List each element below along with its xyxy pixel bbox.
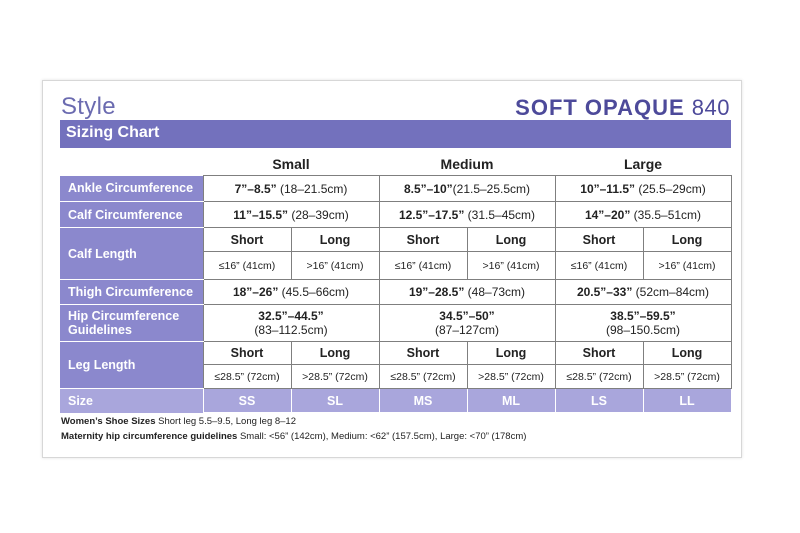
calf-length-value: ≤16” (41cm) xyxy=(555,252,643,280)
style-label: Style xyxy=(61,93,116,120)
size-code: LL xyxy=(643,389,731,413)
table-row-leg-length-headers xyxy=(60,342,731,365)
calf-length-value: >16” (41cm) xyxy=(467,252,555,280)
ankle-large-cell: 10”–11.5” (25.5–29cm) xyxy=(555,176,731,202)
leg-length-value: ≤28.5” (72cm) xyxy=(379,365,467,389)
leg-length-header: Short xyxy=(203,342,291,365)
leg-length-value: >28.5” (72cm) xyxy=(643,365,731,389)
calf-length-value: ≤16” (41cm) xyxy=(203,252,291,280)
calf-length-header: Long xyxy=(467,228,555,252)
leg-length-value: >28.5” (72cm) xyxy=(467,365,555,389)
leg-length-header: Long xyxy=(467,342,555,365)
size-code: MS xyxy=(379,389,467,413)
column-header-medium: Medium xyxy=(440,156,494,172)
brand-name: SOFT OPAQUE xyxy=(515,95,685,120)
calf-length-header: Short xyxy=(555,228,643,252)
row-label-calf-length: Calf Length xyxy=(60,228,203,280)
row-label-size: Size xyxy=(60,389,203,413)
leg-length-value: ≤28.5” (72cm) xyxy=(555,365,643,389)
product-title xyxy=(515,95,730,121)
calf-length-header: Short xyxy=(203,228,291,252)
calf-length-value: >16” (41cm) xyxy=(291,252,379,280)
sizing-chart-banner xyxy=(60,120,731,148)
thigh-large-cell: 20.5”–33” (52cm–84cm) xyxy=(555,280,731,305)
calf-length-value: ≤16” (41cm) xyxy=(379,252,467,280)
shoe-size-note: Women’s Shoe Sizes Short leg 5.5–9.5, Long leg 8–12 xyxy=(61,416,297,427)
table-row-calf xyxy=(60,202,731,228)
calf-medium-cell: 12.5”–17.5” (31.5–45cm) xyxy=(379,202,555,228)
row-label-leg-length: Leg Length xyxy=(60,342,203,389)
banner-title: Sizing Chart xyxy=(66,124,160,141)
ankle-small-cell: 7”–8.5” (18–21.5cm) xyxy=(203,176,379,202)
calf-large-cell: 14”–20” (35.5–51cm) xyxy=(555,202,731,228)
calf-length-header: Long xyxy=(291,228,379,252)
row-label-ankle: Ankle Circumference xyxy=(60,176,203,202)
row-label-calf: Calf Circumference xyxy=(60,202,203,228)
calf-length-value: >16” (41cm) xyxy=(643,252,731,280)
table-row-thigh xyxy=(60,280,731,305)
table-row-size xyxy=(60,389,731,413)
leg-length-value: ≤28.5” (72cm) xyxy=(203,365,291,389)
brand-number: 840 xyxy=(691,95,730,120)
ankle-medium-cell: 8.5”–10”(21.5–25.5cm) xyxy=(379,176,555,202)
leg-length-header: Short xyxy=(379,342,467,365)
size-code: SL xyxy=(291,389,379,413)
leg-length-header: Long xyxy=(643,342,731,365)
column-header-large: Large xyxy=(623,156,663,172)
column-header-small: Small xyxy=(272,156,310,172)
size-code: SS xyxy=(203,389,291,413)
hip-large-cell: 38.5”–59.5” (98–150.5cm) xyxy=(555,305,731,342)
hip-small-cell: 32.5”–44.5” (83–112.5cm) xyxy=(203,305,379,342)
maternity-note: Maternity hip circumference guidelines Small: <56” (142cm), Medium: <62” (157.5cm), Large: <70” (178cm) xyxy=(61,431,527,442)
hip-medium-cell: 34.5”–50” (87–127cm) xyxy=(379,305,555,342)
leg-length-value: >28.5” (72cm) xyxy=(291,365,379,389)
thigh-medium-cell: 19”–28.5” (48–73cm) xyxy=(379,280,555,305)
footnotes xyxy=(61,414,526,444)
calf-small-cell: 11”–15.5” (28–39cm) xyxy=(203,202,379,228)
table-row-ankle xyxy=(60,176,731,202)
calf-length-header: Short xyxy=(379,228,467,252)
leg-length-header: Long xyxy=(291,342,379,365)
thigh-small-cell: 18”–26” (45.5–66cm) xyxy=(203,280,379,305)
row-label-hip: Hip Circumference Guidelines xyxy=(60,305,203,342)
size-code: ML xyxy=(467,389,555,413)
table-row-calf-length-headers xyxy=(60,228,731,252)
row-label-thigh: Thigh Circumference xyxy=(60,280,203,305)
calf-length-header: Long xyxy=(643,228,731,252)
leg-length-header: Short xyxy=(555,342,643,365)
size-code: LS xyxy=(555,389,643,413)
table-row-hip xyxy=(60,305,731,342)
sizing-table xyxy=(60,175,732,413)
